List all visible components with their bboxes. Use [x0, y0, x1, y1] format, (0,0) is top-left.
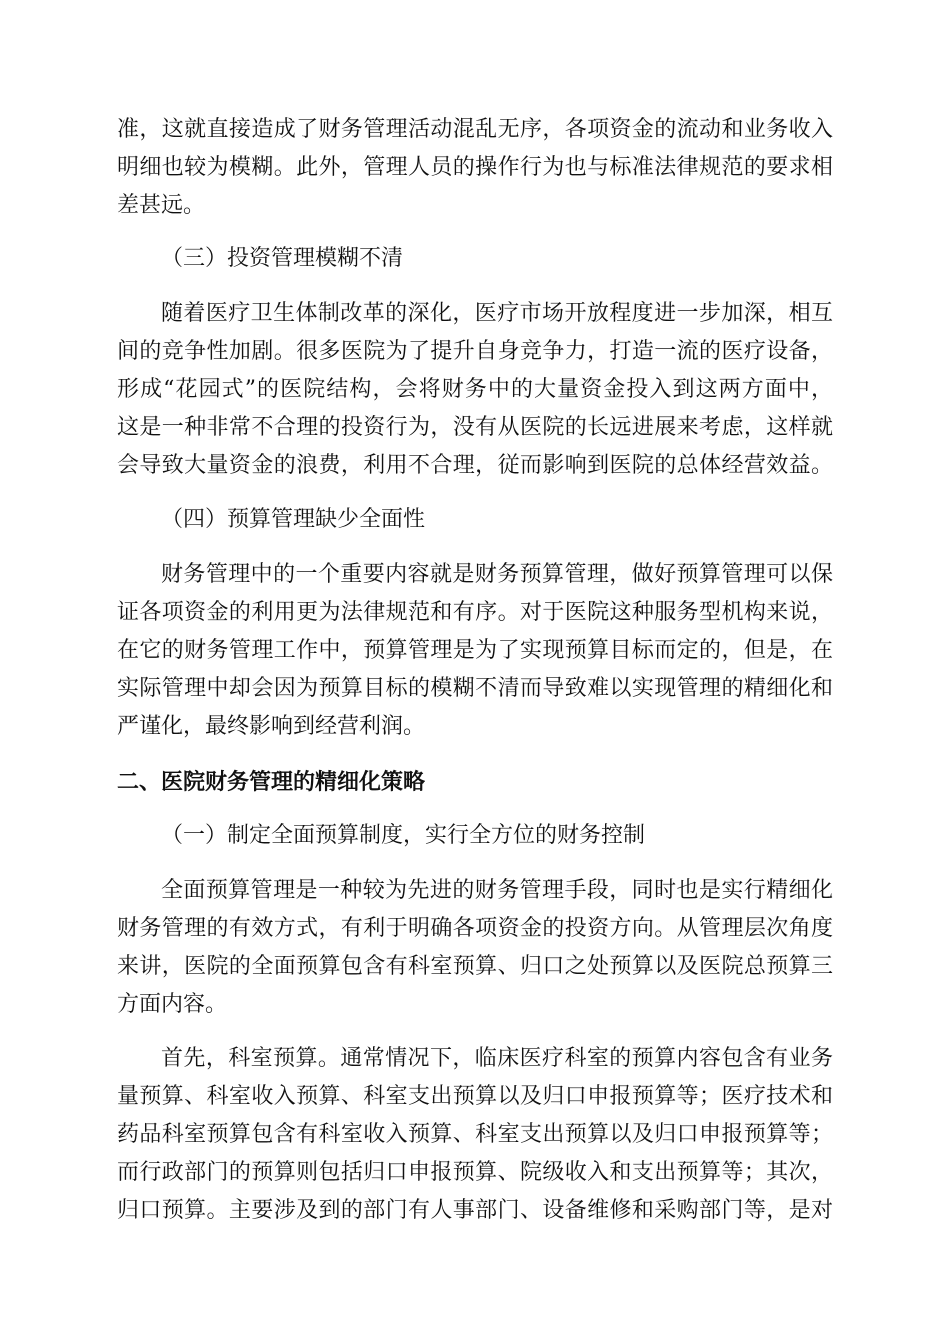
paragraph-line: 形成“花园式”的医院结构，会将财务中的大量资金投入到这两方面中，	[117, 377, 833, 402]
paragraph-line: 量预算、科室收入预算、科室支出预算以及归口申报预算等；医疗技术和	[117, 1084, 833, 1109]
paragraph-line: 药品科室预算包含有科室收入预算、科室支出预算以及归口申报预算等；	[117, 1122, 833, 1147]
paragraph-line: 严谨化，最终影响到经营利润。	[117, 714, 426, 739]
paragraph-line: 间的竞争性加剧。很多医院为了提升自身竞争力，打造一流的医疗设备，	[117, 339, 833, 364]
paragraph-line: 在它的财务管理工作中，预算管理是为了实现预算目标而定的，但是，在	[117, 638, 833, 663]
section-subheading: （四）预算管理缺少全面性	[161, 507, 426, 532]
paragraph-line: 准，这就直接造成了财务管理活动混乱无序，各项资金的流动和业务收入	[117, 117, 833, 142]
paragraph-line: 全面预算管理是一种较为先进的财务管理手段，同时也是实行精细化	[161, 878, 833, 903]
paragraph-line: 会导致大量资金的浪费，利用不合理，従而影响到医院的总体经营效益。	[117, 453, 833, 478]
paragraph-line: 首先，科室预算。通常情况下，临床医疗科室的预算内容包含有业务	[161, 1046, 833, 1071]
section-heading: 二、医院财务管理的精细化策略	[117, 769, 426, 795]
paragraph-line: 实际管理中却会因为预算目标的模糊不清而导致难以实现管理的精细化和	[117, 676, 833, 701]
paragraph-line: 差甚远。	[117, 193, 206, 218]
paragraph-line: 来讲，医院的全面预算包含有科室预算、归口之处预算以及医院总预算三	[117, 954, 833, 979]
paragraph-line: 财务管理的有效方式，有利于明确各项资金的投资方向。从管理层次角度	[117, 916, 833, 941]
paragraph-line: 这是一种非常不合理的投资行为，没有从医院的长远进展来考虑，这样就	[117, 415, 833, 440]
paragraph-line: 而行政部门的预算则包括归口申报预算、院级收入和支出预算等；其次，	[117, 1160, 833, 1185]
section-subheading: （三）投资管理模糊不清	[161, 246, 404, 271]
section-subheading: （一）制定全面预算制度，实行全方位的财务控制	[161, 823, 646, 848]
paragraph-line: 方面内容。	[117, 992, 228, 1017]
paragraph-line: 财务管理中的一个重要内容就是财务预算管理，做好预算管理可以保	[161, 562, 833, 587]
paragraph-line: 随着医疗卫生体制改革的深化，医疗市场开放程度进一步加深，相互	[161, 301, 833, 326]
paragraph-line: 明细也较为模糊。此外，管理人员的操作行为也与标准法律规范的要求相	[117, 155, 833, 180]
paragraph-line: 证各项资金的利用更为法律规范和有序。对于医院这种服务型机构来说，	[117, 600, 833, 625]
paragraph-line: 归口预算。主要涉及到的部门有人事部门、设备维修和采购部门等，是对	[117, 1198, 833, 1223]
